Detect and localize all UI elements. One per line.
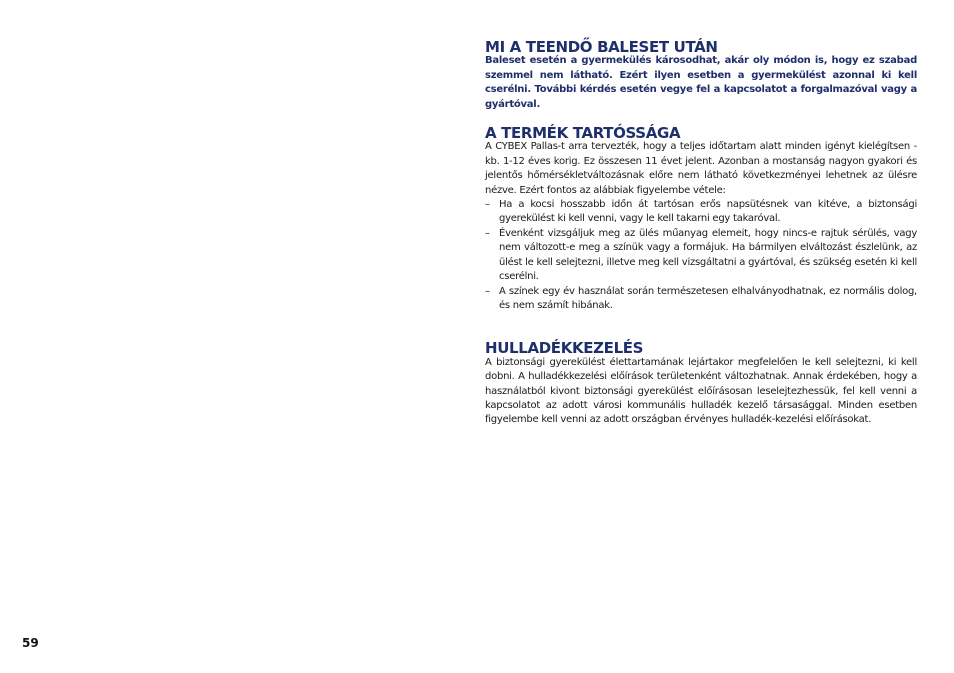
bullet-text: Ha a kocsi hosszabb időn át tartósan erős napsütésnek van kitéve, a biztonsági gyerekülést ki kell venni, vagy le kell takarni egy takaróval. [499, 199, 917, 225]
accident-heading: MI A TEENDŐ BALESET UTÁN [485, 38, 718, 56]
bullet-dash: – [485, 285, 490, 297]
bullet-dash: – [485, 199, 490, 211]
text-column [485, 40, 917, 428]
durability-heading: A TERMÉK TARTÓSSÁGA [485, 124, 681, 143]
bullet-text: Évenként vizsgáljuk meg az ülés műanyag elemeit, hogy nincs-e rajtuk sérülés, vagy nem változott-e meg a színük vagy a formájuk. Ha bármilyen elváltozást észlelünk, az ülést le kell selejtezni, illetve meg kell vizsgáltatni a gyártóval, és szükség esetén ki kell cserélni. [499, 227, 917, 283]
bullet-dash: – [485, 227, 490, 239]
list-item [485, 227, 917, 285]
list-item [485, 285, 917, 314]
accident-body: Baleset esetén a gyermekülés károsodhat, akár oly módon is, hogy ez szabad szemmel nem látható. Ezért ilyen esetben a gyermekülést azonnal ki kell cserélni. További kérdés esetén vegye fel a kapcsolatot a forgalmazóval vagy a gyártóval. [485, 55, 917, 110]
spacer [485, 313, 917, 341]
disposal-heading: HULLADÉKKEZELÉS [485, 339, 644, 358]
durability-bullet-list [485, 198, 917, 313]
bullet-text: A színek egy év használat során természetesen elhalványodhatnak, ez normális dolog, és nem számít hibának. [499, 285, 917, 311]
durability-body: A CYBEX Pallas-t arra tervezték, hogy a teljes időtartam alatt minden igényt kielégítsen - kb. 1-12 éves korig. Ez összesen 11 évet jelent. Azonban a mostanság nagyon gyakori és jelentős hőmérsékletváltozásnak előre nem látható következményei lehetnek az ülésre nézve. Ezért fontos az alábbiak figyelembe vétele: [485, 141, 917, 196]
disposal-body: A biztonsági gyerekülést élettartamának lejártakor megfelelően le kell selejtezni, ki kell dobni. A hulladékkezelési előírások területenként változhatnak. Annak érdekében, hogy a használatból kivont biztonsági gyerekülést előírásosan leselejtezhessük, fel kell venni a kapcsolatot az adott városi kommunális hulladék kezelő társasággal. Minden esetben figyelembe kell venni az adott országban érvényes hulladék-kezelési előírásokat. [485, 356, 917, 426]
list-item [485, 198, 917, 227]
page-number: 59 [22, 636, 39, 650]
